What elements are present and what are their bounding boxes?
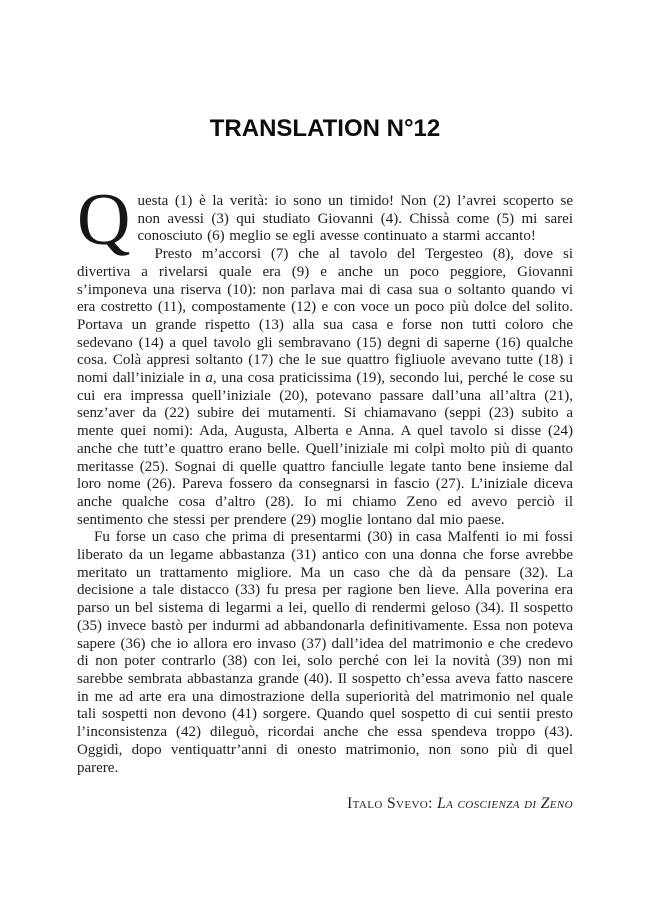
paragraph xyxy=(77,179,573,261)
body-text xyxy=(77,179,573,777)
paragraph xyxy=(77,246,573,529)
attribution-author: Italo Svevo: xyxy=(347,795,438,813)
attribution xyxy=(77,795,573,813)
text-segment: , una cosa praticissima (19), secondo lui, perché le cose su cui era impressa quell’iniziale (20), potevano passare dall’una all’altra (21), senz’aver da (22) subire dei mutamenti. Si chiamavano (seppi (23) subito a mente quei nomi): Ada, Augusta, Alberta e Anna. A quel tavolo si disse (24) anche che tutt’e quattro erano belle. Quell’iniziale mi colpì molto più di quanto meritasse (25). Sognai di quelle quattro fanciulle legate tanto bene insieme dal loro nome (26). Pareva fossero da consegnarsi in fascio (27). L’iniziale diceva anche qualche cosa d’altro (28). Io mi chiamo Zeno ed avevo perciò il sentimento che stessi per prendere (29) moglie lontano dal mio paese. xyxy=(77,370,573,528)
italic-text: a xyxy=(205,370,213,387)
text-segment: uesta (1) è la verità: io sono un timido! Non (2) l’avrei scoperto se non avessi (3) qui studiato Giovanni (4). Chissà come (5) mi sarei conosciuto (6) meglio se egli avesse continuato a starmi accanto! xyxy=(137,193,573,245)
drop-cap: Q xyxy=(77,179,131,261)
text-segment: Presto m’accorsi (7) che al tavolo del Tergesteo (8), dove si divertiva a rivelarsi quale era (9) e anche un poco peggiore, Giovanni s’imponeva una riserva (10): non parlava mai di casa sua o soltanto quando vi era costretto (11), compostamente (12) e con voce un poco più dolce del solito. Portava un grande rispetto (13) alla sua casa e forse non tutti coloro che sedevano (14) a quel tavolo gli sembravano (15) degni di saperne (16) qualche cosa. Colà appresi soltanto (17) che le sue quattro figliuole avevano tutte (18) i nomi dall’iniziale in xyxy=(77,246,573,387)
page-title: TRANSLATION N°12 xyxy=(209,115,441,142)
attribution-work: La coscienza di Zeno xyxy=(437,795,573,813)
paragraph xyxy=(77,529,573,777)
text-segment: Fu forse un caso che prima di presentarmi (30) in casa Malfenti io mi fossi liberato da un legame abbastanza (31) antico con una donna che forse avrebbe meritato un trattamento migliore. Ma un caso che dà da pensare (32). La decisione a tale distacco (33) fu presa per ragione ben lieve. Alla poverina era parso un bel sistema di legarmi a lei, quello di rendermi geloso (34). Il sospetto (35) invece bastò per indurmi ad abbandonarla definitivamente. Essa non poteva sapere (36) che io allora ero invaso (37) dall’idea del matrimonio e che credevo di non poter contrarlo (38) con lei, solo perché con lei la novità (39) non mi sarebbe sembrata abbastanza grande (40). Il sospetto ch’essa aveva fatto nascere in me ad arte era una dimostrazione della superiorità del matrimonio nel quale tali sospetti non devono (41) sorgere. Quando quel sospetto di cui sentii presto l’inconsistenza (42) dileguò, ricordai anche che essa spendeva troppo (43). Oggidì, dopo ventiquattr’anni di onesto matrimonio, non sono più di quel parere. xyxy=(77,529,573,776)
